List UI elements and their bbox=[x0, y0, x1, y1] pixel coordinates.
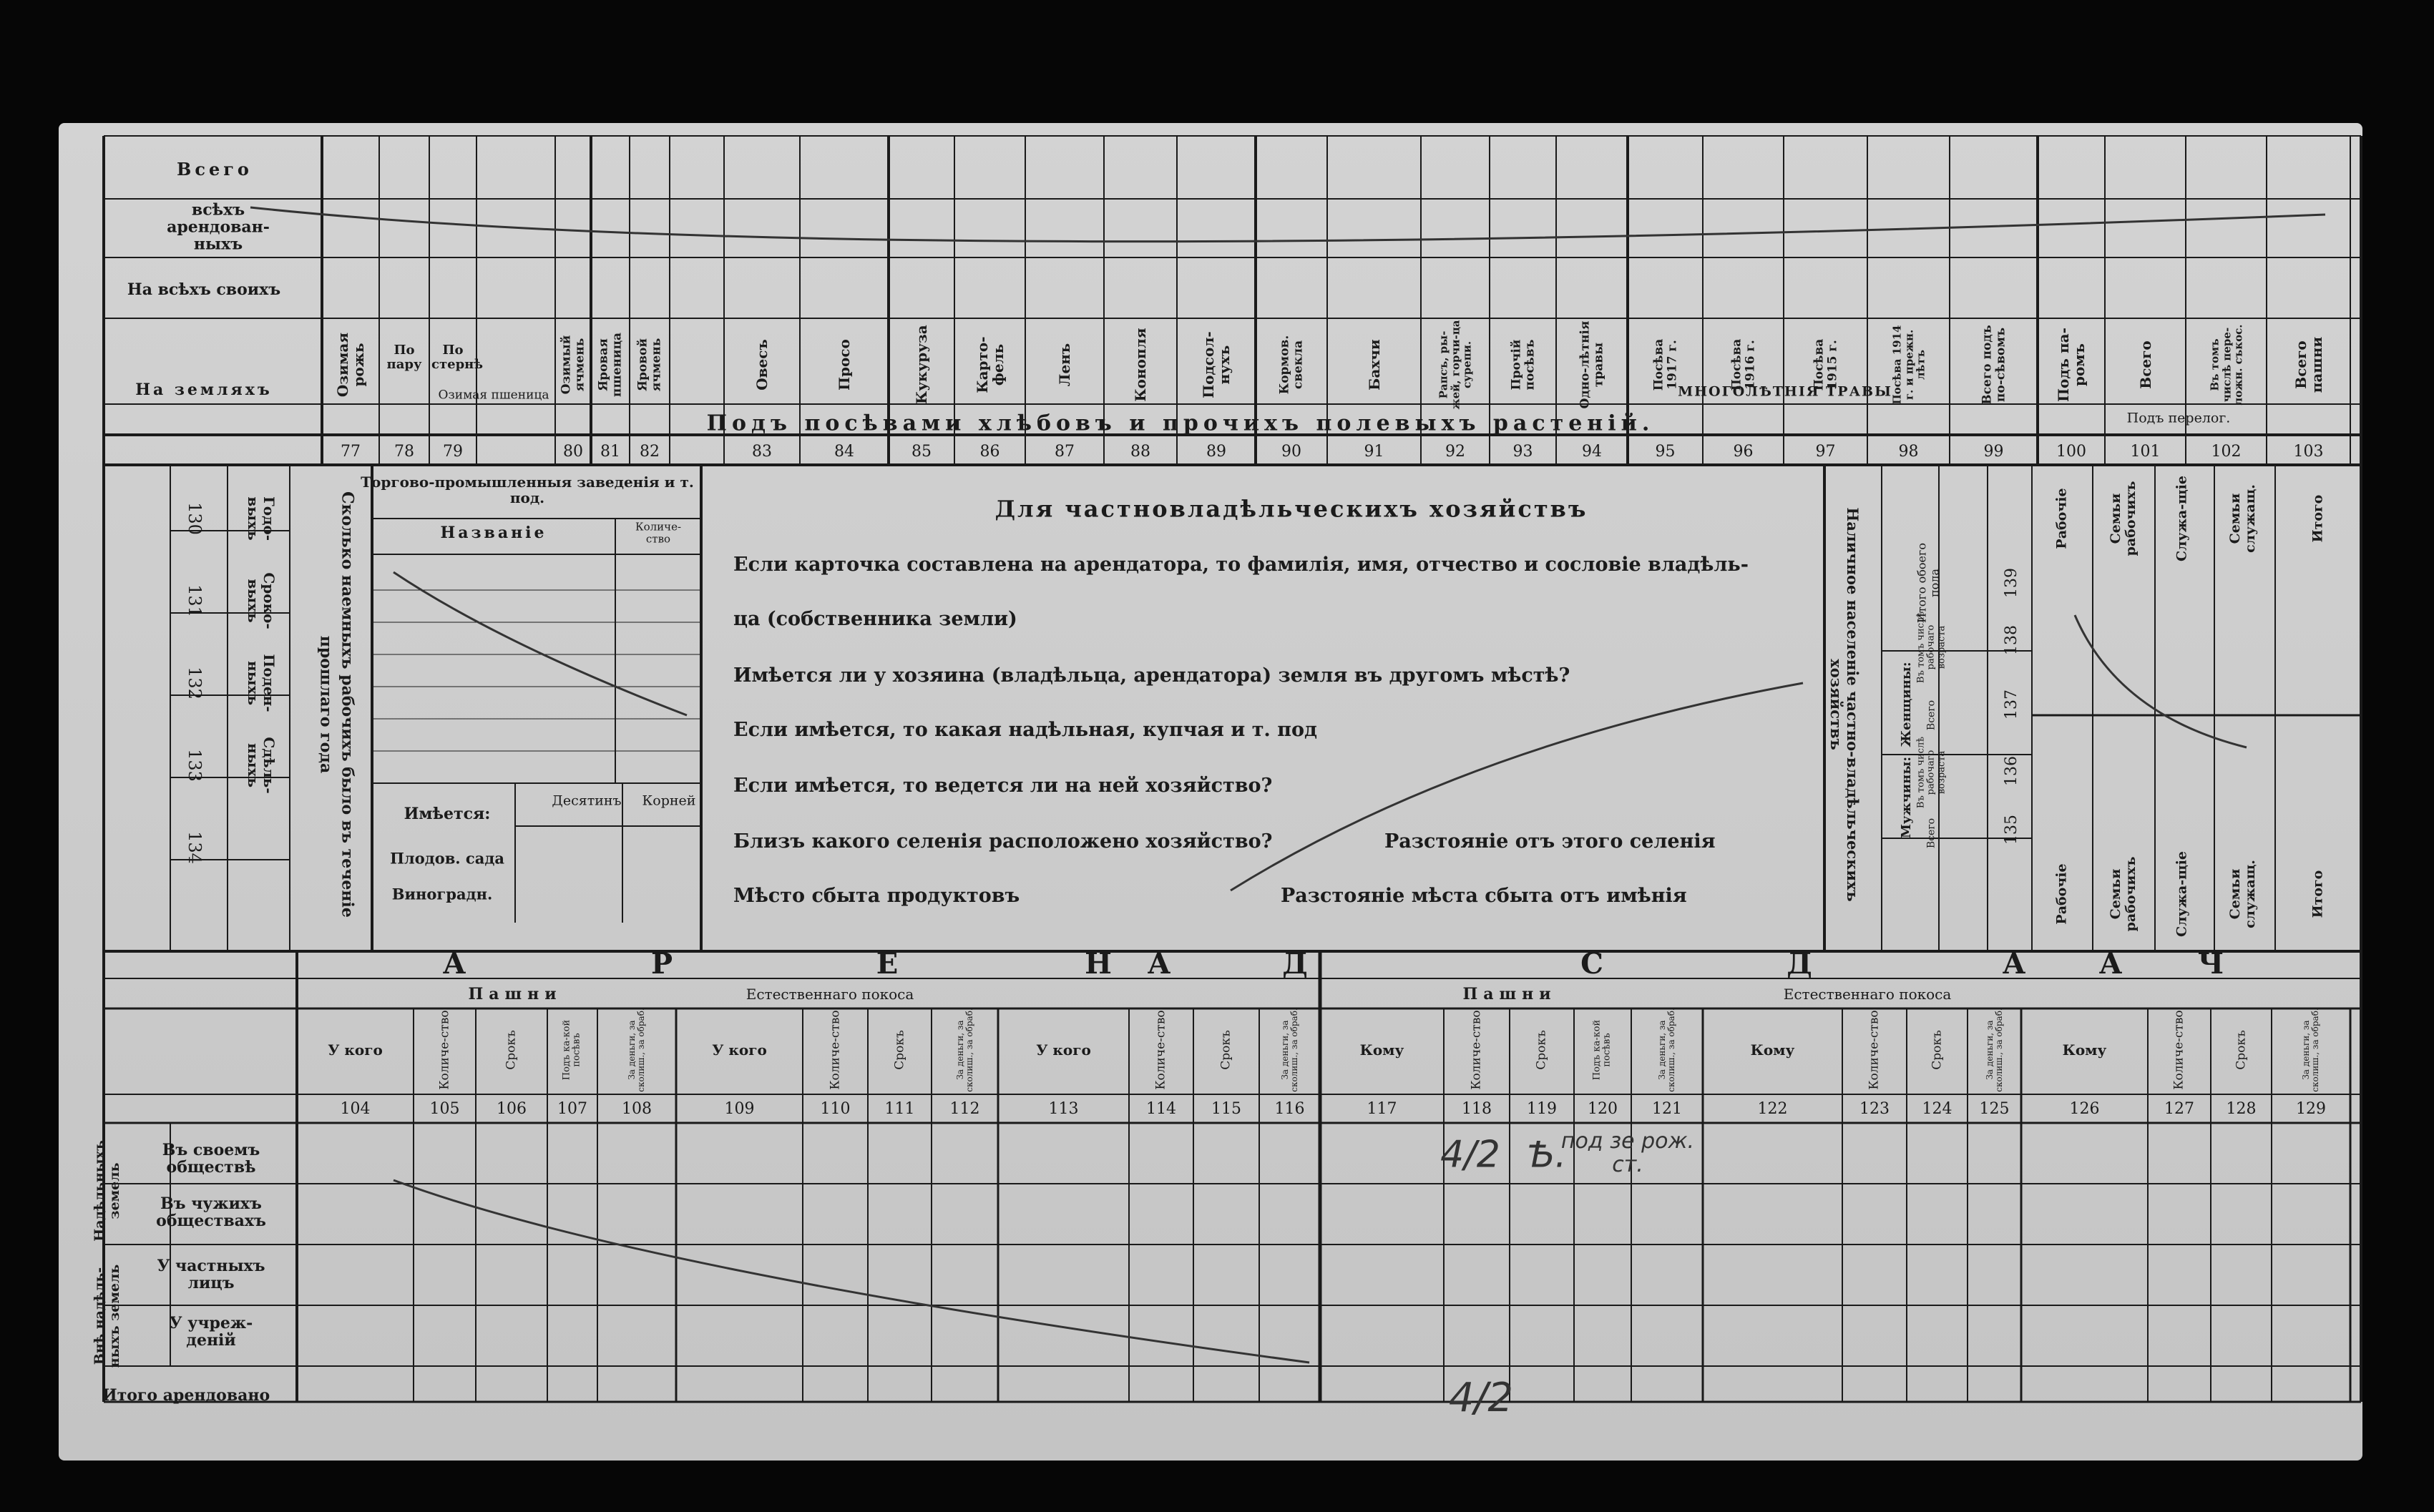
col-number-81: 81 bbox=[600, 442, 620, 461]
crop-header-5: Яровая пшеница bbox=[596, 332, 624, 398]
crop-header-15: Бахчи bbox=[1365, 339, 1383, 391]
arenda-number-116: 116 bbox=[1274, 1099, 1305, 1118]
hired-label-4: Сдѣль-ныхъ bbox=[245, 737, 278, 794]
col-number-88: 88 bbox=[1130, 442, 1150, 461]
muzh-rab-vozr: Въ томъ числѣ рабочаго возраста bbox=[1915, 736, 1947, 809]
arenda-header-2: Количе-ство bbox=[437, 1010, 452, 1090]
itogo-oboego-pola: Итого обоего пола bbox=[1915, 543, 1941, 623]
arenda-header-8: Срокъ bbox=[892, 1030, 907, 1070]
arenda-letter-2: Р bbox=[650, 947, 673, 981]
crop-header-12: Конопля bbox=[1132, 328, 1149, 402]
col-number-82: 82 bbox=[640, 442, 660, 461]
sdacha-letter-3: А bbox=[2002, 947, 2026, 981]
crop-header-4: Озимый ячмень bbox=[559, 335, 587, 395]
col-number-85: 85 bbox=[911, 442, 932, 461]
arenda-number-107: 107 bbox=[557, 1099, 587, 1118]
crop-header-9: Кукуруза bbox=[913, 325, 930, 404]
sdacha-number-121: 121 bbox=[1652, 1099, 1682, 1118]
sdacha-header-12: Срокъ bbox=[2234, 1030, 2249, 1070]
pop-number-138: 138 bbox=[2002, 625, 2020, 655]
question-6: Мѣсто сбыта продуктовъ bbox=[733, 885, 1020, 908]
worker-bottom-4: Семьи служащ. bbox=[2227, 860, 2258, 928]
arenda-number-115: 115 bbox=[1211, 1099, 1241, 1118]
arenda-number-112: 112 bbox=[949, 1099, 980, 1118]
crop-header-20: Посѣва 1916 г. bbox=[1729, 338, 1757, 391]
sdacha-number-119: 119 bbox=[1527, 1099, 1557, 1118]
worker-bottom-1: Рабочіе bbox=[2053, 863, 2070, 925]
arenda-letter-6: А bbox=[1147, 947, 1171, 981]
arenda-header-13: За деньги, за сколиш., за обраб. bbox=[1279, 1008, 1299, 1092]
pop-number-139: 139 bbox=[2002, 568, 2020, 598]
crop-header-19: Посѣва 1917 г. bbox=[1651, 338, 1679, 391]
crop-header-3: По стернѣ bbox=[431, 343, 483, 372]
sdacha-number-118: 118 bbox=[1462, 1099, 1492, 1118]
col-number-84: 84 bbox=[834, 442, 854, 461]
arenda-header-3: Срокъ bbox=[504, 1030, 519, 1070]
group-pod-pereloz: Подъ перелог. bbox=[2126, 410, 2231, 426]
pop-number-137: 137 bbox=[2002, 689, 2020, 720]
sdacha-header-8: Срокъ bbox=[1930, 1030, 1945, 1070]
sdacha-number-120: 120 bbox=[1588, 1099, 1618, 1118]
crop-header-27: Всего пашни bbox=[2292, 336, 2325, 393]
arenda-letter-5: Д bbox=[1282, 947, 1308, 981]
crop-header-13: Подсол-нухъ bbox=[1200, 331, 1233, 398]
col-number-97: 97 bbox=[1815, 442, 1836, 461]
muzhchiny-label: Мужчины: bbox=[1899, 756, 1915, 839]
col-number-95: 95 bbox=[1655, 442, 1676, 461]
crop-header-16: Рапсъ, ры-жей, горчи-ца сурепи. bbox=[1437, 320, 1474, 410]
arenda-header-7: Количе-ство bbox=[828, 1010, 843, 1090]
zhen-rab-vozr: Въ томъ числѣ рабочаго возраста bbox=[1915, 611, 1947, 684]
arenda-header-11: Количе-ство bbox=[1153, 1010, 1168, 1090]
desyatin-header: Десятинъ bbox=[552, 792, 622, 809]
arenda-letter-1: А bbox=[442, 947, 466, 981]
arenda-header-1: У кого bbox=[328, 1041, 383, 1059]
hired-number-130: 130 bbox=[185, 502, 205, 535]
worker-top-2: Семьи рабочихъ bbox=[2108, 481, 2139, 556]
hired-caption: Сколько наемныхъ рабочихъ было въ теченіе прошлаго года bbox=[317, 491, 357, 918]
private-title: Для частновладѣльческихъ хозяйствъ bbox=[994, 495, 1588, 523]
arenda-header-12: Срокъ bbox=[1218, 1030, 1233, 1070]
col-number-103: 103 bbox=[2293, 442, 2324, 461]
sdacha-letter-5: А bbox=[2098, 947, 2123, 981]
header-pod-posevami: Подъ посѣвами хлѣбовъ и прочихъ полевыхъ растеній. bbox=[706, 411, 1655, 436]
sdacha-header-4: Подъ ка-кой посѣвъ bbox=[1591, 1019, 1613, 1081]
arenda-header-10: У кого bbox=[1036, 1041, 1091, 1059]
row-label-vsego: Всего bbox=[177, 158, 253, 180]
question-5: Близъ какого селенія расположено хозяйство? bbox=[733, 830, 1273, 853]
trade-qty-header: Количе-ство bbox=[635, 520, 682, 545]
question-2: Имѣется ли у хозяина (владѣльца, арендатора) земля въ другомъ мѣстѣ? bbox=[733, 664, 1570, 687]
korney-header: Корней bbox=[642, 792, 696, 809]
worker-top-4: Семьи служащ. bbox=[2227, 484, 2258, 553]
sdacha-number-125: 125 bbox=[1979, 1099, 2010, 1118]
handwritten-qty: 4/2 bbox=[1440, 1133, 1500, 1177]
col-number-100: 100 bbox=[2056, 442, 2086, 461]
crop-header-8: Просо bbox=[836, 339, 853, 391]
col-number-87: 87 bbox=[1055, 442, 1075, 461]
sdacha-header-2: Количе-ство bbox=[1469, 1010, 1484, 1090]
sdacha-header-10: Кому bbox=[2062, 1041, 2107, 1059]
crop-header-14: Кормов. свекла bbox=[1277, 335, 1305, 395]
row-label-arendovannykh: всѣхъ арендован-ныхъ bbox=[167, 200, 270, 255]
crop-header-21: Посѣва 1915 г. bbox=[1811, 338, 1839, 391]
col-number-80: 80 bbox=[563, 442, 583, 461]
col-number-77: 77 bbox=[341, 442, 361, 461]
col-number-93: 93 bbox=[1512, 442, 1533, 461]
group-ozimaya-pshenitsa: Озимая пшеница bbox=[438, 388, 549, 403]
group-mnogoletnie: МНОГОЛѢТНІЯ ТРАВЫ bbox=[1678, 383, 1892, 400]
crop-header-25: Всего bbox=[2136, 340, 2154, 389]
sdacha-number-128: 128 bbox=[2226, 1099, 2257, 1118]
handwritten-posev: под зе рож. ст. bbox=[1560, 1129, 1695, 1177]
hired-label-1: Годо-выхъ bbox=[245, 496, 278, 541]
hired-number-134: 134 bbox=[185, 831, 205, 864]
sdacha-number-124: 124 bbox=[1922, 1099, 1952, 1118]
strike-workers bbox=[2075, 615, 2247, 747]
col-number-101: 101 bbox=[2130, 442, 2161, 461]
crop-header-7: Овесъ bbox=[753, 339, 771, 391]
strike-private bbox=[1231, 683, 1803, 890]
strike-top bbox=[250, 207, 2325, 242]
worker-bottom-3: Служа-щіе bbox=[2174, 851, 2190, 937]
rasstoyanie-2: Разстояніе мѣста сбыта отъ имѣнія bbox=[1281, 885, 1687, 908]
nadelnykh-zemel: Надѣльныхъ земель bbox=[92, 1140, 122, 1242]
crop-header-1: Озимая рожь bbox=[334, 332, 367, 398]
imeetsya-label: Имѣется: bbox=[404, 804, 491, 823]
sdacha-number-122: 122 bbox=[1757, 1099, 1788, 1118]
crop-header-18: Одно-лѣтнія травы bbox=[1578, 320, 1605, 409]
col-number-92: 92 bbox=[1445, 442, 1465, 461]
zhenshchiny-label: Женщины: bbox=[1899, 662, 1915, 747]
sdacha-number-117: 117 bbox=[1367, 1099, 1397, 1118]
crop-header-23: Всего подъ по-сѣвомъ bbox=[1979, 325, 2008, 405]
worker-top-3: Служа-щіе bbox=[2174, 476, 2190, 561]
sdacha-header-6: Кому bbox=[1750, 1041, 1795, 1059]
arenda-header-6: У кого bbox=[712, 1041, 767, 1059]
row-u-uchrezhdeniy: У учреж-деній bbox=[169, 1313, 253, 1350]
row-v-svoem: Въ своемъ обществѣ bbox=[162, 1140, 260, 1177]
arenda-number-106: 106 bbox=[497, 1099, 527, 1118]
sdacha-header-13: За деньги, за сколиш., за обраб. bbox=[2300, 1008, 2320, 1092]
arenda-number-109: 109 bbox=[724, 1099, 755, 1118]
row-itogo-arendovano: Итого арендовано bbox=[102, 1385, 270, 1405]
row-label-na-zemlyakh: На земляхъ bbox=[135, 380, 273, 399]
crop-header-6: Яровой ячмень bbox=[635, 338, 663, 392]
sdacha-header-11: Количе-ство bbox=[2171, 1010, 2186, 1090]
crop-header-11: Ленъ bbox=[1056, 343, 1073, 387]
sdacha-header-3: Срокъ bbox=[1534, 1030, 1549, 1070]
question-3: Если имѣется, то какая надѣльная, купчая и т. под bbox=[733, 719, 1317, 742]
arenda-number-104: 104 bbox=[340, 1099, 371, 1118]
sdacha-pashni: Пашни bbox=[1462, 984, 1557, 1003]
trade-name-header: Названіе bbox=[440, 523, 547, 542]
hired-label-3: Поден-ныхъ bbox=[245, 654, 278, 712]
col-number-78: 78 bbox=[394, 442, 414, 461]
col-number-99: 99 bbox=[1983, 442, 2004, 461]
sdacha-number-127: 127 bbox=[2164, 1099, 2194, 1118]
trade-title: Торгово-промышленныя заведенія и т. под. bbox=[361, 473, 694, 506]
population-caption: Наличное населеніе частно-владѣльческихъ хозяйствъ bbox=[1827, 507, 1862, 902]
hired-number-132: 132 bbox=[185, 667, 205, 699]
arenda-header-9: За деньги, за сколиш., за обраб. bbox=[954, 1008, 974, 1092]
worker-top-1: Рабочіе bbox=[2053, 488, 2070, 549]
arenda-number-108: 108 bbox=[622, 1099, 652, 1118]
hired-number-133: 133 bbox=[185, 749, 205, 782]
crop-header-24: Подъ па-ромъ bbox=[2055, 328, 2088, 402]
zhen-vsego: Всего bbox=[1925, 699, 1937, 731]
arenda-number-113: 113 bbox=[1048, 1099, 1079, 1118]
crop-header-26: Въ томъ числѣ пере-ложн. съкос. bbox=[2207, 324, 2244, 406]
strike-arenda bbox=[394, 1180, 1309, 1363]
arenda-letter-4: Н bbox=[1085, 947, 1112, 981]
arenda-header-5: За деньги, за сколиш., за обраб. bbox=[626, 1008, 646, 1092]
hired-label-2: Сроко-выхъ bbox=[245, 572, 278, 629]
col-number-94: 94 bbox=[1582, 442, 1602, 461]
sdacha-letter-4: Ч bbox=[2197, 947, 2224, 981]
arenda-number-114: 114 bbox=[1146, 1099, 1176, 1118]
arenda-letter-3: Е bbox=[876, 947, 899, 981]
sdacha-number-123: 123 bbox=[1859, 1099, 1890, 1118]
sdacha-header-9: За деньги, за сколиш., за обраб. bbox=[1984, 1008, 2004, 1092]
row-u-chastnykh: У частныхъ лицъ bbox=[157, 1256, 265, 1292]
sdacha-number-126: 126 bbox=[2069, 1099, 2100, 1118]
col-number-90: 90 bbox=[1281, 442, 1301, 461]
sdacha-letter-2: Д bbox=[1787, 947, 1812, 981]
arenda-pashni: Пашни bbox=[468, 984, 562, 1003]
muzh-vsego: Всего bbox=[1925, 818, 1937, 849]
question-4: Если имѣется, то ведется ли на ней хозяйство? bbox=[733, 775, 1273, 797]
row-v-chuzhikh: Въ чужихъ обществахъ bbox=[156, 1194, 266, 1230]
col-number-79: 79 bbox=[443, 442, 463, 461]
col-number-89: 89 bbox=[1206, 442, 1226, 461]
col-number-98: 98 bbox=[1898, 442, 1919, 461]
sad-label: Плодов. сада bbox=[390, 849, 504, 868]
sdacha-letter-1: С bbox=[1580, 947, 1603, 981]
pop-number-136: 136 bbox=[2002, 756, 2020, 786]
handwritten-itogo: 4/2 bbox=[1448, 1375, 1514, 1422]
arenda-number-111: 111 bbox=[884, 1099, 915, 1118]
col-number-86: 86 bbox=[979, 442, 1000, 461]
col-number-83: 83 bbox=[752, 442, 772, 461]
question-1-cont: ца (собственника земли) bbox=[733, 608, 1017, 631]
crop-header-22: Посѣва 1914 г. и прежн. лѣтъ bbox=[1890, 325, 1927, 405]
pop-number-135: 135 bbox=[2002, 815, 2020, 845]
crop-header-17: Прочій посѣвъ bbox=[1508, 339, 1537, 391]
rasstoyanie-1: Разстояніе отъ этого селенія bbox=[1384, 830, 1716, 853]
sdacha-number-129: 129 bbox=[2296, 1099, 2326, 1118]
question-1: Если карточка составлена на арендатора, то фамилія, имя, отчество и сословіе владѣль- bbox=[733, 554, 1749, 576]
crop-header-10: Карто-фель bbox=[973, 336, 1007, 393]
worker-top-5: Итого bbox=[2310, 494, 2326, 543]
worker-bottom-5: Итого bbox=[2310, 870, 2326, 918]
worker-bottom-2: Семьи рабочихъ bbox=[2108, 856, 2139, 932]
arenda-number-105: 105 bbox=[429, 1099, 460, 1118]
sdacha-pokos: Естественнаго покоса bbox=[1783, 986, 1952, 1003]
row-label-svoikh: На всѣхъ своихъ bbox=[127, 280, 281, 299]
sdacha-header-7: Количе-ство bbox=[1867, 1010, 1882, 1090]
col-number-102: 102 bbox=[2211, 442, 2242, 461]
hired-number-131: 131 bbox=[185, 584, 205, 617]
sdacha-header-5: За деньги, за сколиш., за обраб. bbox=[1656, 1008, 1676, 1092]
arenda-number-110: 110 bbox=[820, 1099, 851, 1118]
arenda-header-4: Подъ ка-кой посѣвъ bbox=[561, 1019, 582, 1081]
sdacha-header-1: Кому bbox=[1359, 1041, 1404, 1059]
arenda-pokos: Естественнаго покоса bbox=[746, 986, 914, 1003]
vinograd-label: Виноградн. bbox=[391, 885, 493, 903]
vne-nadelnykh-zemel: Внѣ надѣль-ныхъ земель bbox=[92, 1264, 122, 1368]
strike-trade bbox=[394, 572, 687, 715]
crop-header-2: По пару bbox=[386, 343, 422, 372]
col-number-96: 96 bbox=[1733, 442, 1754, 461]
col-number-91: 91 bbox=[1364, 442, 1384, 461]
handwritten-srok: Ѣ. bbox=[1527, 1134, 1567, 1176]
